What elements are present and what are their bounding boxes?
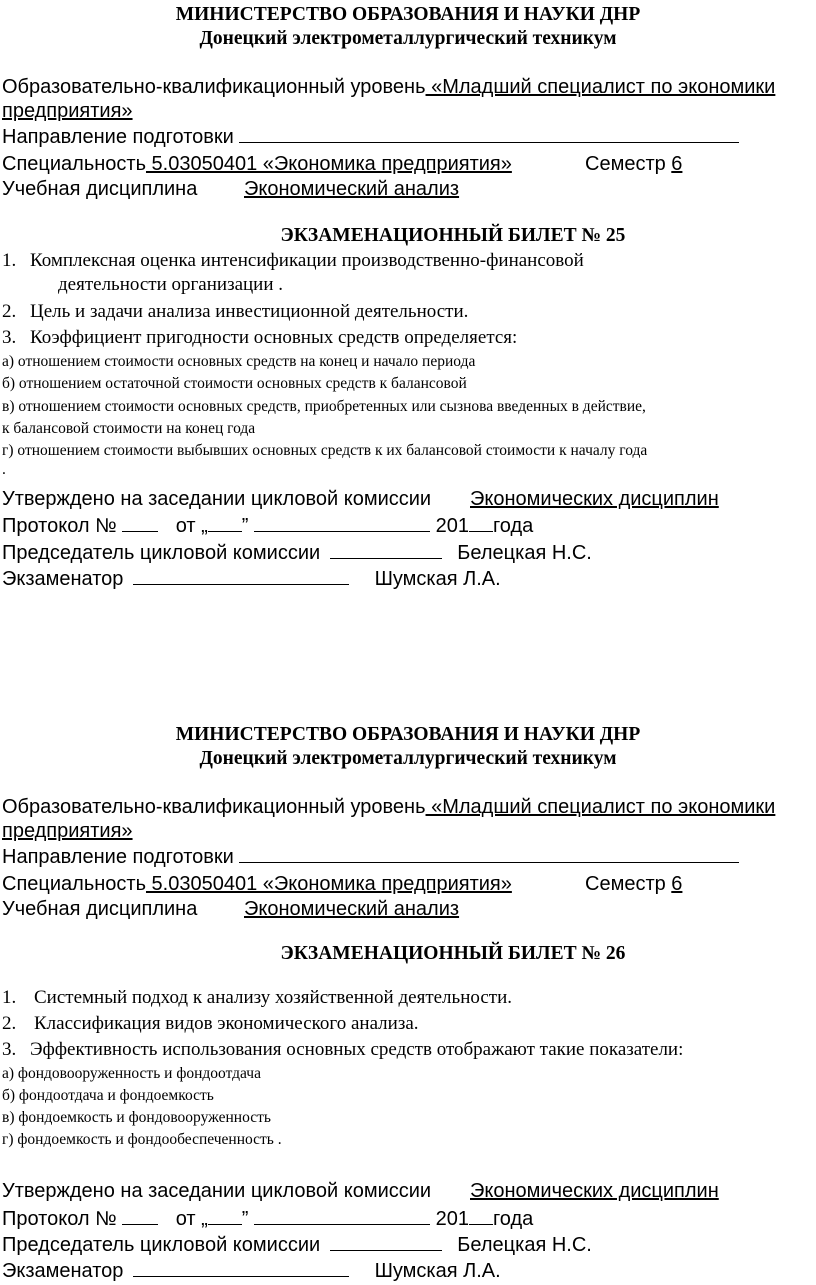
level-line-cont xyxy=(2,819,133,843)
examiner-line xyxy=(2,566,501,591)
protocol-number-blank xyxy=(122,1206,158,1225)
chair-label: Председатель цикловой комиссии xyxy=(2,542,321,564)
question-text: Комплексная оценка интенсификации производственно-финансовой xyxy=(30,250,584,271)
semester-line xyxy=(585,152,682,176)
examiner-signature-blank xyxy=(133,1258,349,1277)
question-number: 2. xyxy=(2,301,17,322)
protocol-from: от „ xyxy=(175,1208,208,1230)
question-item xyxy=(2,300,468,323)
protocol-quote: ” xyxy=(241,1208,249,1230)
discipline-line xyxy=(2,177,197,201)
question-text: Системный подход к анализу хозяйственной деятельности. xyxy=(34,987,512,1008)
question-number: 2. xyxy=(2,1013,17,1034)
approved-label: Утверждено на заседании цикловой комиссии xyxy=(2,488,432,510)
protocol-day-blank xyxy=(208,1206,242,1225)
level-line xyxy=(2,795,775,819)
semester-label: Семестр xyxy=(585,873,666,895)
answer-option-cont: к балансовой стоимости на конец года xyxy=(2,420,256,437)
college-heading: Донецкий электрометаллургический техникум xyxy=(199,748,617,769)
ticket-title: ЭКЗАМЕНАЦИОННЫЙ БИЛЕТ № 26 xyxy=(280,943,626,964)
answer-option: б) фондоотдача и фондоемкость xyxy=(2,1087,214,1104)
protocol-year-blank xyxy=(469,513,493,532)
question-number: 3. xyxy=(2,1039,17,1060)
semester-label: Семестр xyxy=(585,153,666,175)
semester-value: 6 xyxy=(671,873,683,895)
ministry-heading: МИНИСТЕРСТВО ОБРАЗОВАНИЯ И НАУКИ ДНР xyxy=(175,724,641,745)
question-text: Коэффициент пригодности основных средств определяется: xyxy=(30,327,518,348)
discipline-value-wrap xyxy=(244,897,459,921)
question-item xyxy=(2,986,512,1009)
protocol-from: от „ xyxy=(175,515,208,537)
discipline-value-wrap xyxy=(244,177,459,201)
question-text-cont: деятельности организации . xyxy=(58,274,284,295)
question-item xyxy=(2,1012,419,1035)
question-text: Эффективность использования основных средств отображают такие показатели: xyxy=(30,1039,684,1060)
protocol-month-blank xyxy=(254,513,430,532)
approved-value-wrap xyxy=(470,1179,719,1203)
answer-option: г) фондоемкость и фондообеспеченность . xyxy=(2,1131,282,1148)
level-line xyxy=(2,75,775,99)
specialty-line xyxy=(2,152,512,176)
chair-label: Председатель цикловой комиссии xyxy=(2,1234,321,1256)
approved-line xyxy=(2,487,431,511)
level-value-cont: предприятия» xyxy=(2,100,133,122)
direction-blank xyxy=(239,124,739,143)
specialty-line xyxy=(2,872,512,896)
chair-line xyxy=(2,540,592,565)
answer-option: в) фондоемкость и фондовооруженность xyxy=(2,1109,271,1126)
level-value: «Младший специалист по экономики xyxy=(425,76,776,98)
level-label: Образовательно-квалификационный уровень xyxy=(2,796,426,818)
protocol-line xyxy=(2,513,533,538)
protocol-year-prefix: 201 xyxy=(435,1208,469,1230)
protocol-year-suffix: года xyxy=(492,515,534,537)
answer-option: г) отношением стоимости выбывших основных средств к их балансовой стоимости к началу года xyxy=(2,442,648,459)
chair-signature-blank xyxy=(330,540,442,559)
approved-line xyxy=(2,1179,431,1203)
question-number: 3. xyxy=(2,327,17,348)
answer-option: в) отношением стоимости основных средств, приобретенных или сызнова введенных в действие, xyxy=(2,398,646,415)
question-text: Классификация видов экономического анализа. xyxy=(34,1013,419,1034)
discipline-label: Учебная дисциплина xyxy=(2,178,198,200)
answer-option: а) фондовооруженность и фондоотдача xyxy=(2,1065,261,1082)
direction-blank xyxy=(239,844,739,863)
approved-value: Экономических дисциплин xyxy=(470,488,719,510)
examiner-name: Шумская Л.А. xyxy=(374,568,501,590)
answer-option: а) отношением стоимости основных средств на конец и начало периода xyxy=(2,353,476,370)
protocol-year-blank xyxy=(469,1206,493,1225)
level-line-cont xyxy=(2,99,133,123)
direction-label: Направление подготовки xyxy=(2,846,234,868)
approved-label: Утверждено на заседании цикловой комиссии xyxy=(2,1180,432,1202)
discipline-value: Экономический анализ xyxy=(244,178,460,200)
protocol-day-blank xyxy=(208,513,242,532)
approved-value: Экономических дисциплин xyxy=(470,1180,719,1202)
college-heading: Донецкий электрометаллургический техникум xyxy=(199,28,617,49)
examiner-label: Экзаменатор xyxy=(2,568,124,590)
level-value-cont: предприятия» xyxy=(2,820,133,842)
protocol-month-blank xyxy=(254,1206,430,1225)
discipline-label: Учебная дисциплина xyxy=(2,898,198,920)
protocol-quote: ” xyxy=(241,515,249,537)
question-text: Цель и задачи анализа инвестиционной деятельности. xyxy=(30,301,469,322)
level-value: «Младший специалист по экономики xyxy=(425,796,776,818)
question-number: 1. xyxy=(2,250,17,271)
protocol-line xyxy=(2,1206,533,1231)
protocol-year-suffix: года xyxy=(492,1208,534,1230)
direction-line xyxy=(2,844,739,869)
approved-value-wrap xyxy=(470,487,719,511)
direction-label: Направление подготовки xyxy=(2,126,234,148)
ticket-title: ЭКЗАМЕНАЦИОННЫЙ БИЛЕТ № 25 xyxy=(280,225,626,246)
examiner-line xyxy=(2,1258,501,1283)
discipline-value: Экономический анализ xyxy=(244,898,460,920)
specialty-label: Специальность xyxy=(2,873,146,895)
protocol-number-blank xyxy=(122,513,158,532)
specialty-label: Специальность xyxy=(2,153,146,175)
chair-name: Белецкая Н.С. xyxy=(457,542,592,564)
question-number: 1. xyxy=(2,987,17,1008)
protocol-label: Протокол № xyxy=(2,1208,117,1230)
question-item xyxy=(2,326,517,349)
chair-name: Белецкая Н.С. xyxy=(457,1234,592,1256)
examiner-label: Экзаменатор xyxy=(2,1260,124,1282)
question-item xyxy=(2,1038,683,1061)
protocol-label: Протокол № xyxy=(2,515,117,537)
specialty-value: 5.03050401 «Экономика предприятия» xyxy=(145,153,512,175)
semester-line xyxy=(585,872,682,896)
specialty-value: 5.03050401 «Экономика предприятия» xyxy=(145,873,512,895)
question-item xyxy=(2,249,584,272)
protocol-year-prefix: 201 xyxy=(435,515,469,537)
answer-option: б) отношением остаточной стоимости основных средств к балансовой xyxy=(2,375,467,392)
answer-option-cont: . xyxy=(2,461,6,478)
direction-line xyxy=(2,124,739,149)
examiner-name: Шумская Л.А. xyxy=(374,1260,501,1282)
level-label: Образовательно-квалификационный уровень xyxy=(2,76,426,98)
chair-signature-blank xyxy=(330,1232,442,1251)
chair-line xyxy=(2,1232,592,1257)
ministry-heading: МИНИСТЕРСТВО ОБРАЗОВАНИЯ И НАУКИ ДНР xyxy=(175,4,641,25)
discipline-line xyxy=(2,897,197,921)
examiner-signature-blank xyxy=(133,566,349,585)
semester-value: 6 xyxy=(671,153,683,175)
